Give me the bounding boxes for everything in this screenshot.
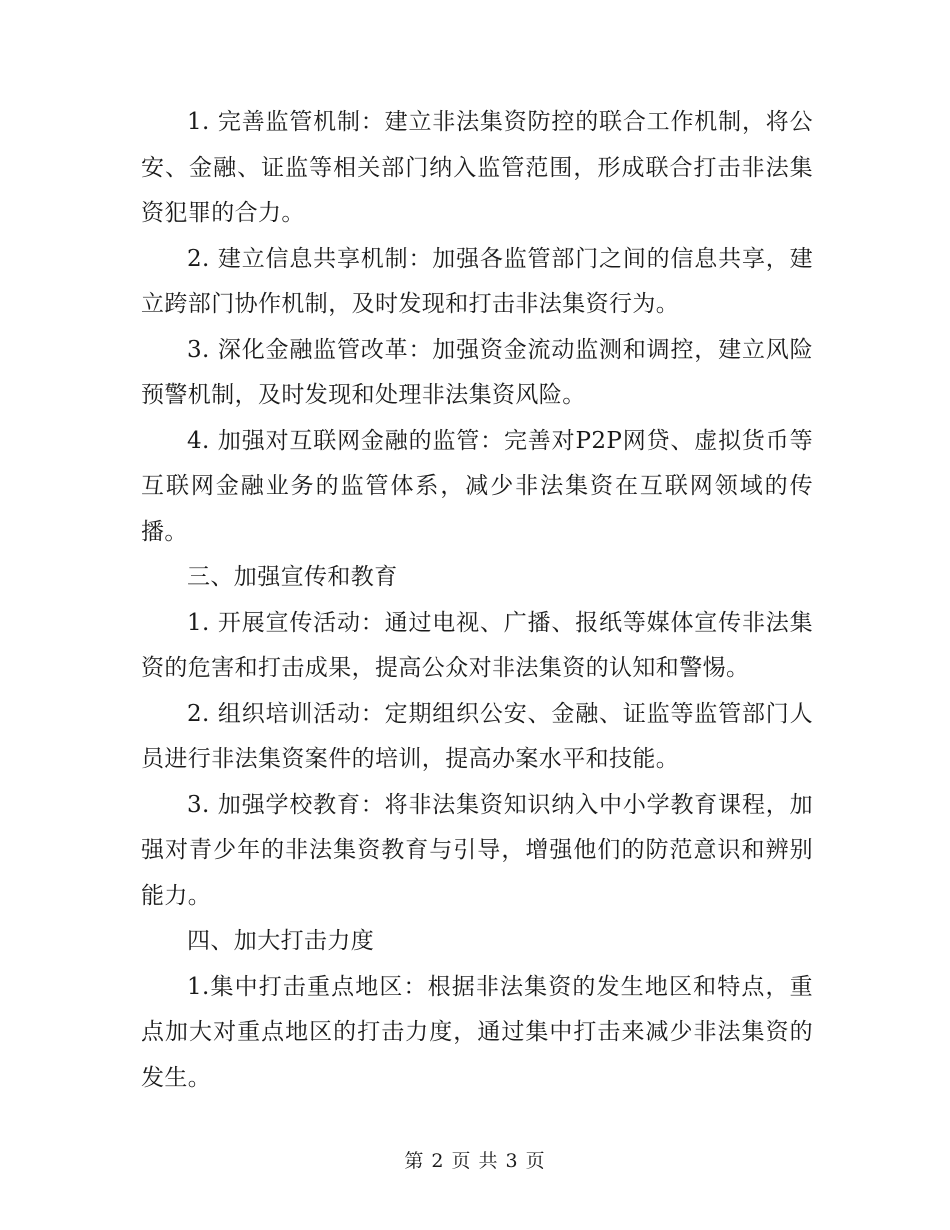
paragraph-measure-1: 1. 完善监管机制：建立非法集资防控的联合工作机制，将公安、金融、证监等相关部门纳入监管范围，形成联合打击非法集资犯罪的合力。 <box>141 109 813 226</box>
section-heading-crackdown: 四、加大打击力度 <box>187 928 375 954</box>
paragraph-publicity-3: 3. 加强学校教育：将非法集资知识纳入中小学教育课程，加强对青少年的非法集资教育与引导，增强他们的防范意识和辨别能力。 <box>141 791 813 909</box>
paragraph-publicity-2: 2. 组织培训活动：定期组织公安、金融、证监等监管部门人员进行非法集资案件的培训，提高办案水平和技能。 <box>141 700 813 772</box>
page-number-footer: 第 2 页 共 3 页 <box>404 1150 546 1172</box>
section-heading-publicity: 三、加强宣传和教育 <box>187 564 398 590</box>
paragraph-measure-2: 2. 建立信息共享机制：加强各监管部门之间的信息共享，建立跨部门协作机制，及时发现和打击非法集资行为。 <box>141 245 813 317</box>
paragraph-measure-3: 3. 深化金融监管改革：加强资金流动监测和调控，建立风险预警机制，及时发现和处理非法集资风险。 <box>141 336 813 408</box>
paragraph-crackdown-1: 1.集中打击重点地区：根据非法集资的发生地区和特点，重点加大对重点地区的打击力度，通过集中打击来减少非法集资的发生。 <box>141 973 813 1091</box>
paragraph-measure-4: 4. 加强对互联网金融的监管：完善对P2P网贷、虚拟货币等互联网金融业务的监管体系，减少非法集资在互联网领域的传播。 <box>141 427 813 545</box>
paragraph-publicity-1: 1. 开展宣传活动：通过电视、广播、报纸等媒体宣传非法集资的危害和打击成果，提高公众对非法集资的认知和警惕。 <box>141 609 813 681</box>
document-body <box>141 100 813 1101</box>
